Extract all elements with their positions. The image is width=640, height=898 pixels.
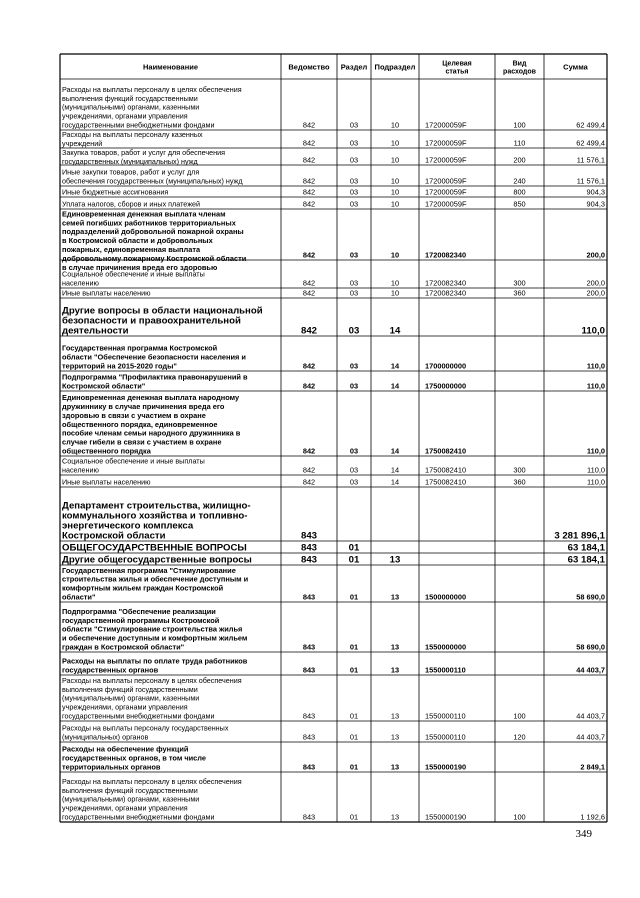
cell-section: 03 xyxy=(349,361,359,371)
cell-sum: 1 192,6 xyxy=(580,812,605,822)
table-row xyxy=(62,85,605,130)
row-name-line: Закупка товаров, работ и услуг для обеспечения xyxy=(62,148,226,158)
header-target-line: статья xyxy=(445,68,469,76)
row-name-line: в случае причинения вреда его здоровью xyxy=(62,262,218,272)
cell-expense: 800 xyxy=(513,187,526,197)
cell-section: 01 xyxy=(349,711,359,721)
row-name-line: подразделений добровольной пожарной охраны xyxy=(62,227,244,237)
table-row xyxy=(62,200,605,209)
row-name-line: Другие вопросы в области национальной xyxy=(62,305,263,317)
cell-target: 172000059F xyxy=(425,120,467,130)
row-name-line: обеспечения государственных (муниципальных) нужд xyxy=(62,176,243,186)
row-name-line: населению xyxy=(62,278,99,288)
row-name-line: государственными внебюджетными фондами xyxy=(62,120,215,130)
row-name-line: области "Стимулирование строительства жилья xyxy=(62,624,243,634)
cell-section: 03 xyxy=(349,288,359,298)
cell-dept: 842 xyxy=(302,446,316,456)
cell-expense: 300 xyxy=(513,278,526,288)
row-name-line: дружиннику в случае причинения вреда его xyxy=(62,402,225,411)
cell-target: 172000059F xyxy=(425,199,467,209)
row-name-line: учреждениями, органами управления xyxy=(62,702,188,712)
cell-target: 1750082410 xyxy=(425,446,467,456)
row-name-line: энергетического комплекса xyxy=(62,520,194,532)
table-row xyxy=(62,148,605,166)
cell-section: 01 xyxy=(349,665,359,675)
cell-sum: 44 403,7 xyxy=(576,732,605,742)
row-name-line: Расходы на обеспечение функций xyxy=(62,744,189,754)
cell-section: 01 xyxy=(349,812,359,822)
row-name-line: Расходы на выплаты персоналу казенных xyxy=(62,130,203,140)
table-row xyxy=(62,393,605,455)
cell-section: 03 xyxy=(349,176,359,186)
cell-sum: 110,0 xyxy=(586,381,605,391)
table-row xyxy=(62,745,605,772)
cell-expense: 100 xyxy=(513,120,526,130)
cell-sum: 110,0 xyxy=(587,465,605,475)
cell-dept: 842 xyxy=(300,325,318,337)
cell-sum: 58 690,0 xyxy=(576,642,605,652)
page-number: 349 xyxy=(575,828,592,840)
row-name-line: Уплата налогов, сборов и иных платежей xyxy=(62,199,201,209)
table-row xyxy=(62,209,605,271)
cell-expense: 100 xyxy=(513,711,526,721)
cell-dept: 843 xyxy=(302,762,316,772)
row-name-line: Иные выплаты населению xyxy=(62,288,151,298)
row-name-line: учреждениями, органами управления xyxy=(62,111,188,121)
row-name-line: Социальное обеспечение и иные выплаты xyxy=(62,269,205,279)
table-body xyxy=(62,85,606,822)
row-name-line: коммунального хозяйства и топливно- xyxy=(62,510,248,522)
table-row xyxy=(62,607,605,652)
cell-subsection: 10 xyxy=(390,278,400,288)
row-name-line: комфортным жильем граждан Костромской xyxy=(62,583,224,593)
table-row xyxy=(62,657,605,675)
row-name-line: здоровью в связи с участием в охране xyxy=(62,410,206,420)
cell-target: 1550000000 xyxy=(425,642,467,652)
cell-target: 1550000110 xyxy=(425,711,466,721)
cell-subsection: 13 xyxy=(390,732,400,742)
row-name-line: Другие общегосударственные вопросы xyxy=(62,554,252,566)
row-name-line: Подпрограмма "Обеспечение реализации xyxy=(62,606,216,616)
cell-section: 03 xyxy=(349,138,359,148)
row-name-line: в Костромской области и добровольных xyxy=(62,236,213,246)
cell-dept: 843 xyxy=(300,530,318,542)
cell-dept: 843 xyxy=(300,542,318,554)
cell-target: 1720082340 xyxy=(425,288,467,298)
row-name-line: Социальное обеспечение и иные выплаты xyxy=(62,456,205,466)
table-row xyxy=(62,777,605,822)
cell-dept: 842 xyxy=(302,361,316,371)
row-name-line: Подпрограмма "Профилактика правонарушений в xyxy=(62,372,248,382)
row-name-line: выполнения функций государственными xyxy=(62,684,198,694)
row-name-line: Костромской области" xyxy=(62,381,146,391)
row-name-line: Единовременная денежная выплата членам xyxy=(62,209,226,219)
cell-subsection: 14 xyxy=(390,361,400,371)
cell-target: 1550000190 xyxy=(425,762,467,772)
cell-sum: 62 499,4 xyxy=(576,138,605,148)
row-name-line: территорий на 2015-2020 годы" xyxy=(62,361,177,371)
cell-target: 1750082410 xyxy=(425,465,467,475)
table-row xyxy=(62,270,605,288)
header-section: Раздел xyxy=(340,62,368,72)
cell-sum: 63 184,1 xyxy=(567,542,605,554)
row-name-line: граждан в Костромской области" xyxy=(62,642,185,652)
row-name-line: Расходы на выплаты персоналу в целях обеспечения xyxy=(62,675,242,685)
cell-target: 172000059F xyxy=(425,155,467,165)
cell-target: 1500000000 xyxy=(425,592,467,602)
cell-sum: 200,0 xyxy=(586,278,605,288)
cell-dept: 842 xyxy=(302,288,316,298)
cell-target: 1720082340 xyxy=(425,278,467,288)
cell-sum: 110,0 xyxy=(581,325,605,337)
table-row xyxy=(62,373,605,391)
cell-dept: 843 xyxy=(302,711,316,721)
cell-subsection: 14 xyxy=(390,465,400,475)
row-name-line: государственных органов, в том числе xyxy=(62,753,206,763)
cell-sum: 3 281 896,1 xyxy=(554,530,605,542)
cell-dept: 843 xyxy=(302,642,316,652)
cell-subsection: 10 xyxy=(390,155,400,165)
table-row xyxy=(62,457,605,475)
row-name-line: выполнения функций государственными xyxy=(62,93,198,103)
cell-sum: 62 499,4 xyxy=(576,120,605,130)
row-name-line: государственной программы Костромской xyxy=(62,615,220,625)
cell-section: 03 xyxy=(348,325,360,337)
cell-subsection: 13 xyxy=(390,762,400,772)
cell-expense: 100 xyxy=(513,812,526,822)
cell-section: 01 xyxy=(349,592,359,602)
cell-subsection: 10 xyxy=(390,250,400,260)
cell-sum: 904,3 xyxy=(586,187,605,197)
cell-subsection: 13 xyxy=(390,665,400,675)
table-row xyxy=(62,478,605,487)
row-name-line: деятельности xyxy=(62,325,129,337)
header-expense-line: расходов xyxy=(503,68,536,76)
cell-dept: 843 xyxy=(300,554,318,566)
row-name-line: Расходы на выплаты персоналу государственных xyxy=(62,723,229,733)
row-name-line: Единовременная денежная выплата народному xyxy=(62,393,240,403)
row-name-line: ОБЩЕГОСУДАРСТВЕННЫЕ ВОПРОСЫ xyxy=(62,542,247,554)
header-dept: Ведомство xyxy=(288,62,330,72)
cell-target: 1750000000 xyxy=(425,381,467,391)
cell-dept: 842 xyxy=(302,155,316,165)
cell-expense: 850 xyxy=(513,199,526,209)
cell-sum: 58 690,0 xyxy=(576,592,605,602)
cell-dept: 842 xyxy=(302,199,316,209)
cell-sum: 11 576,1 xyxy=(576,176,605,186)
cell-subsection: 10 xyxy=(390,288,400,298)
table-row xyxy=(62,501,606,542)
cell-section: 01 xyxy=(348,542,360,554)
cell-section: 03 xyxy=(349,446,359,456)
cell-sum: 110,0 xyxy=(586,361,605,371)
cell-section: 01 xyxy=(348,554,360,566)
cell-subsection: 10 xyxy=(390,120,400,130)
cell-section: 03 xyxy=(349,465,359,475)
cell-target: 1720082340 xyxy=(425,250,467,260)
cell-sum: 44 403,7 xyxy=(576,665,605,675)
row-name-line: государственных (муниципальных) нужд xyxy=(62,157,198,167)
cell-dept: 842 xyxy=(302,465,316,475)
cell-subsection: 14 xyxy=(390,477,400,487)
row-name-line: Иные бюджетные ассигнования xyxy=(62,187,169,197)
cell-expense: 110 xyxy=(513,138,526,148)
table-row xyxy=(62,130,605,148)
row-name-line: Расходы на выплаты персоналу в целях обеспечения xyxy=(62,84,242,94)
table-row xyxy=(62,676,605,721)
table-header xyxy=(143,61,589,76)
row-name-line: случае гибели в связи с участием в охране xyxy=(62,437,222,447)
cell-target: 172000059F xyxy=(425,176,467,186)
cell-subsection: 13 xyxy=(390,711,400,721)
cell-dept: 843 xyxy=(302,732,316,742)
row-name-line: безопасности и правоохранительной xyxy=(62,315,241,327)
row-name-line: Костромской области xyxy=(62,530,166,542)
cell-subsection: 13 xyxy=(390,642,400,652)
cell-subsection: 14 xyxy=(390,381,400,391)
cell-subsection: 13 xyxy=(390,592,400,602)
row-name-line: государственных органов xyxy=(62,665,159,675)
row-name-line: Иные закупки товаров, работ и услуг для xyxy=(62,167,200,177)
row-name-line: учреждениями, органами управления xyxy=(62,803,188,813)
cell-section: 03 xyxy=(349,250,359,260)
cell-section: 03 xyxy=(349,187,359,197)
row-name-line: государственными внебюджетными фондами xyxy=(62,711,215,721)
cell-sum: 110,0 xyxy=(586,446,605,456)
cell-section: 03 xyxy=(349,381,359,391)
cell-section: 01 xyxy=(349,732,359,742)
cell-dept: 843 xyxy=(302,812,316,822)
row-name-line: области" xyxy=(62,592,96,602)
header-expense-line: Вид xyxy=(512,60,527,68)
cell-dept: 843 xyxy=(302,665,316,675)
cell-sum: 11 576,1 xyxy=(576,155,605,165)
cell-expense: 360 xyxy=(513,477,526,487)
cell-dept: 842 xyxy=(302,381,316,391)
table-row xyxy=(62,344,605,371)
table-row xyxy=(62,188,605,197)
cell-section: 03 xyxy=(349,120,359,130)
cell-sum: 2 849,1 xyxy=(580,762,605,772)
cell-subsection: 14 xyxy=(389,325,401,337)
cell-subsection: 10 xyxy=(390,199,400,209)
row-name-line: (муниципальными) органами, казенными xyxy=(62,693,200,703)
header-target-line: Целевая xyxy=(442,60,472,68)
cell-dept: 842 xyxy=(302,138,316,148)
cell-target: 172000059F xyxy=(425,138,467,148)
cell-target: 1750082410 xyxy=(425,477,467,487)
cell-dept: 842 xyxy=(302,120,316,130)
cell-target: 172000059F xyxy=(425,187,467,197)
row-name-line: Расходы на выплаты по оплате труда работников xyxy=(62,656,248,666)
cell-subsection: 14 xyxy=(390,446,400,456)
cell-expense: 120 xyxy=(513,732,526,742)
header-subsection: Подраздел xyxy=(374,62,416,72)
row-name-line: Иные выплаты населению xyxy=(62,477,151,487)
table-row xyxy=(62,555,606,566)
cell-target: 1550000110 xyxy=(425,732,466,742)
row-name-line: государственными внебюджетными фондами xyxy=(62,812,215,822)
cell-target: 1550000110 xyxy=(425,665,466,675)
row-name-line: Государственная программа Костромской xyxy=(62,343,218,353)
row-name-line: (муниципальными) органами, казенными xyxy=(62,102,200,112)
table-row xyxy=(62,306,605,337)
cell-section: 03 xyxy=(349,477,359,487)
cell-sum: 63 184,1 xyxy=(567,554,605,566)
row-name-line: (муниципальных) органов xyxy=(62,732,149,742)
header-name: Наименование xyxy=(142,62,199,72)
cell-subsection: 10 xyxy=(390,176,400,186)
cell-target: 1700000000 xyxy=(425,361,467,371)
table-row xyxy=(62,168,605,186)
cell-dept: 842 xyxy=(302,477,316,487)
cell-dept: 842 xyxy=(302,250,316,260)
cell-target: 1550000190 xyxy=(425,812,467,822)
row-name-line: Департамент строительства, жилищно- xyxy=(62,500,251,512)
cell-dept: 842 xyxy=(302,187,316,197)
cell-sum: 110,0 xyxy=(587,477,605,487)
row-name-line: области "Обеспечение безопасности населения и xyxy=(62,352,246,362)
cell-subsection: 10 xyxy=(390,187,400,197)
cell-subsection: 10 xyxy=(390,138,400,148)
row-name-line: (муниципальными) органами, казенными xyxy=(62,794,200,804)
row-name-line: территориальных органов xyxy=(62,762,161,772)
cell-expense: 240 xyxy=(513,176,526,186)
table-row xyxy=(62,724,605,742)
row-name-line: и обеспечение доступным и комфортным жильем xyxy=(62,633,248,643)
cell-section: 03 xyxy=(349,278,359,288)
cell-section: 03 xyxy=(349,155,359,165)
cell-expense: 300 xyxy=(513,465,526,475)
header-sum: Сумма xyxy=(563,62,588,72)
cell-section: 03 xyxy=(349,199,359,209)
row-name-line: выполнения функций государственными xyxy=(62,785,198,795)
cell-sum: 44 403,7 xyxy=(576,711,605,721)
row-name-line: Государственная программа "Стимулирование xyxy=(62,565,236,575)
cell-expense: 200 xyxy=(513,155,526,165)
row-name-line: учреждений xyxy=(62,139,103,149)
row-name-line: общественного порядка xyxy=(62,446,151,456)
cell-dept: 842 xyxy=(302,278,316,288)
cell-dept: 843 xyxy=(302,592,316,602)
row-name-line: населению xyxy=(62,465,99,475)
row-name-line: общественного порядка, единовременное xyxy=(62,419,218,429)
row-name-line: пособие членам семьи народного дружинника в xyxy=(62,428,241,438)
cell-dept: 842 xyxy=(302,176,316,186)
row-name-line: семей погибших работников территориальных xyxy=(62,218,236,228)
table-row xyxy=(62,289,605,298)
cell-sum: 200,0 xyxy=(586,250,605,260)
cell-sum: 200,0 xyxy=(586,288,605,298)
table-row xyxy=(62,543,606,554)
cell-subsection: 13 xyxy=(389,554,401,566)
row-name-line: добровольному пожарному Костромской области xyxy=(62,253,247,263)
cell-expense: 360 xyxy=(513,288,526,298)
row-name-line: Расходы на выплаты персоналу в целях обеспечения xyxy=(62,776,242,786)
cell-section: 01 xyxy=(349,642,359,652)
cell-sum: 904,3 xyxy=(586,199,605,209)
cell-subsection: 13 xyxy=(390,812,400,822)
table-row xyxy=(62,566,605,602)
cell-section: 01 xyxy=(349,762,359,772)
row-name-line: строительства жилья и обеспечение доступным и xyxy=(62,574,249,584)
row-name-line: пожарных, единовременная выплата xyxy=(62,245,201,254)
